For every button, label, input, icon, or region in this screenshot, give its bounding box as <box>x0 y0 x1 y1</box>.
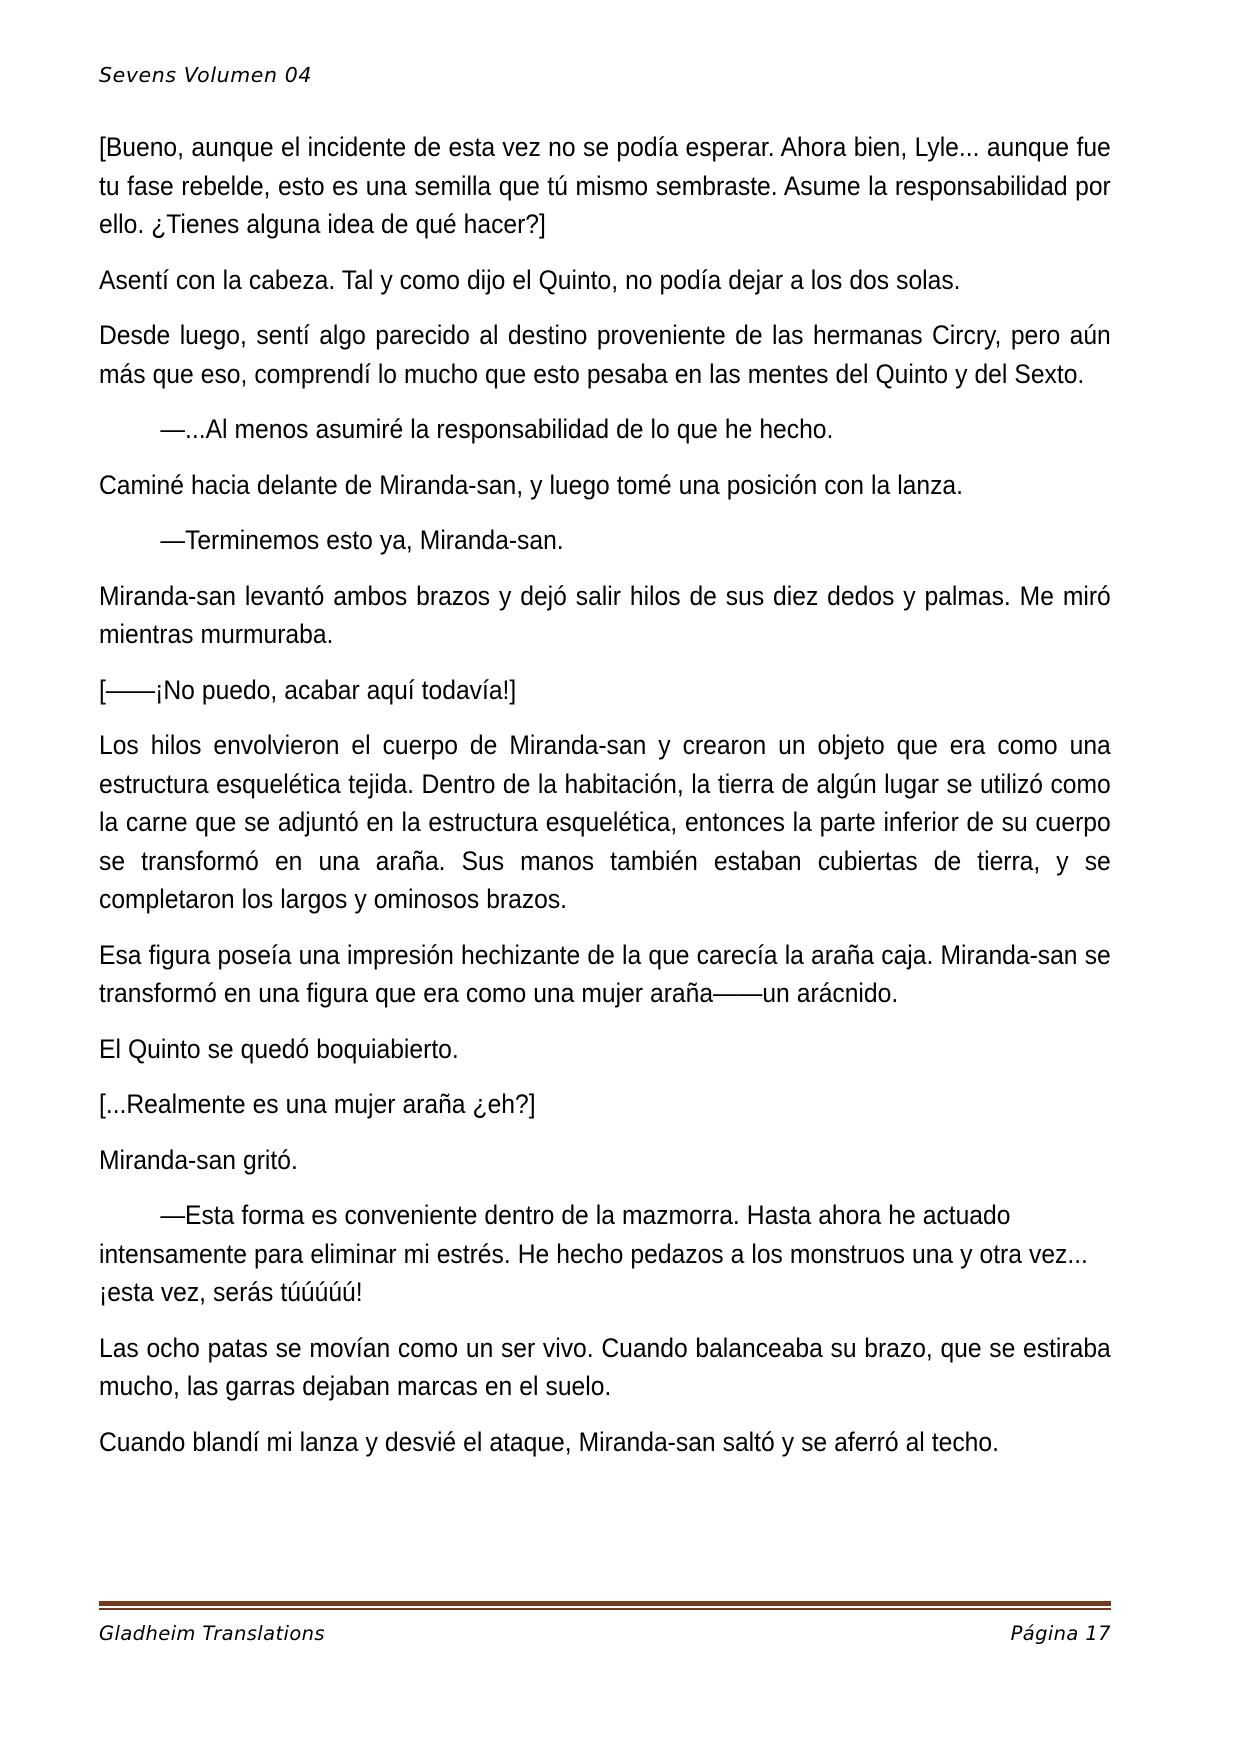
paragraph-speech-1: —...Al menos asumiré la responsabilidad de lo que he hecho. <box>160 414 834 444</box>
page-header <box>99 61 1109 101</box>
paragraph-speech-2: —Terminemos esto ya, Miranda-san. <box>160 525 564 555</box>
paragraph-narration-8: Miranda-san gritó. <box>99 1144 298 1175</box>
body-text-column <box>99 128 1111 1478</box>
paragraph-narration-3: Caminé hacia delante de Miranda-san, y luego tomé una posición con la lanza. <box>99 469 963 500</box>
paragraph-narration-1: Asentí con la cabeza. Tal y como dijo el Quinto, no podía dejar a los dos solas. <box>99 264 961 295</box>
paragraph-narration-9: Las ocho patas se movían como un ser vivo. Cuando balanceaba su brazo, que se estiraba mucho, las garras dejaban marcas en el suelo. <box>99 1332 1111 1401</box>
paragraph-narration-10: Cuando blandí mi lanza y desvié el ataque, Miranda-san saltó y se aferró al techo. <box>99 1426 999 1457</box>
paragraph-narration-2: Desde luego, sentí algo parecido al destino proveniente de las hermanas Circry, pero aún más que eso, comprendí lo mucho que esto pesaba en las mentes del Quinto y del Sexto. <box>99 320 1111 389</box>
paragraph-narration-5: Los hilos envolvieron el cuerpo de Miranda-san y crearon un objeto que era como una estructura esquelética tejida. Dentro de la habitación, la tierra de algún lugar se utilizó como la carne que se adjuntó en la estructura esquelética, entonces la parte inferior de su cuerpo se transformó en una araña. Sus manos también estaban cubiertas de tierra, y se completaron los largos y ominosos brazos. <box>99 730 1111 914</box>
paragraph-dialogue-bracket-1: [Bueno, aunque el incidente de esta vez no se podía esperar. Ahora bien, Lyle... aunque fue tu fase rebelde, esto es una semilla que tú mismo sembraste. Asume la responsabilidad por ello. ¿Tienes alguna idea de qué hacer?] <box>99 132 1111 239</box>
paragraph-narration-4: Miranda-san levantó ambos brazos y dejó salir hilos de sus diez dedos y palmas. Me miró mientras murmuraba. <box>99 580 1111 649</box>
footer-page-number: Página 17 <box>1010 1622 1111 1645</box>
header-title: Sevens Volumen 04 <box>99 63 312 87</box>
paragraph-narration-7: El Quinto se quedó boquiabierto. <box>99 1033 459 1064</box>
paragraph-dialogue-bracket-3: [...Realmente es una mujer araña ¿eh?] <box>99 1089 536 1119</box>
paragraph-dialogue-bracket-2: [——¡No puedo, acabar aquí todavía!] <box>99 674 517 705</box>
footer-rule-thin-bar <box>99 1608 1111 1610</box>
page-footer <box>99 1620 1111 1648</box>
paragraph-narration-6: Esa figura poseía una impresión hechizante de la que carecía la araña caja. Miranda-san se transformó en una figura que era como una mujer araña——un arácnido. <box>99 939 1111 1008</box>
paragraph-speech-3: —Esta forma es conveniente dentro de la mazmorra. Hasta ahora he actuado intensamente para eliminar mi estrés. He hecho pedazos a los monstruos una y otra vez... ¡esta vez, serás túúúúú! <box>99 1200 1088 1307</box>
footer-translator-credit: Gladheim Translations <box>99 1622 325 1645</box>
footer-divider-rule <box>99 1601 1111 1611</box>
